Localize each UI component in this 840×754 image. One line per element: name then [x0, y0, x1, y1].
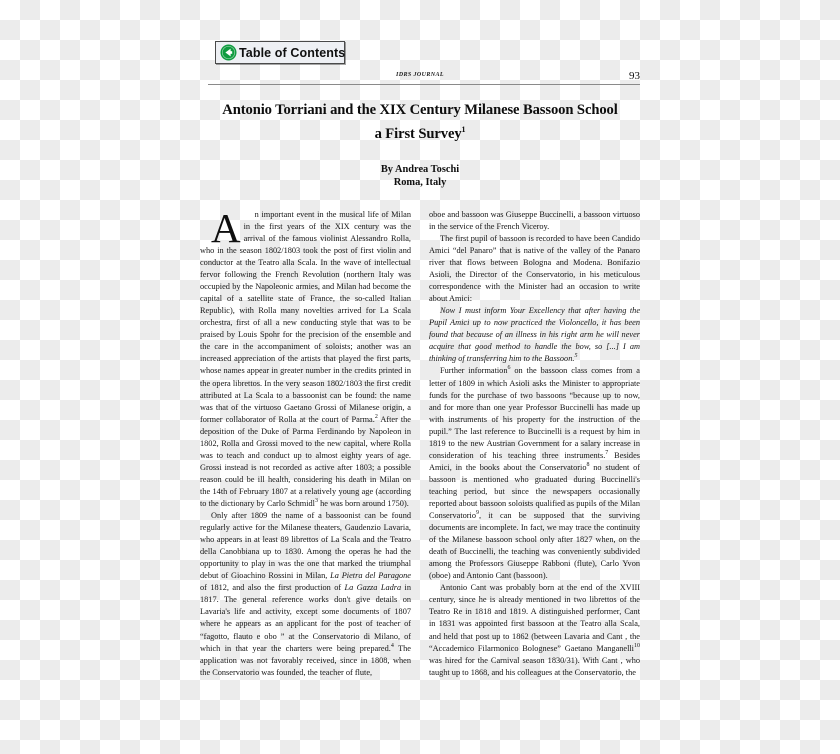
body-columns	[200, 209, 640, 743]
left-column	[200, 209, 411, 743]
right-column	[429, 209, 640, 743]
footnote-ref: 6	[507, 365, 511, 372]
title-footnote-marker: 1	[461, 125, 466, 134]
journal-name: IDRS JOURNAL	[396, 72, 444, 78]
footnote-ref: 9	[476, 510, 480, 517]
back-arrow-circle-icon	[220, 44, 237, 61]
author-location: Roma, Italy	[393, 177, 447, 189]
footnote-ref: 10	[634, 642, 640, 649]
blockquote-asioli: Now I must inform Your Excellency that after having the Pupil Amici up to now practiced the Violoncello, it has been found that because of an illness in his right arm he will never acquire that good method to handle the bow, so [...] I am thinking of transferring him to the Bassoon.$^5$	[429, 306, 640, 364]
table-of-contents-label: Table of Contents	[239, 45, 346, 60]
table-of-contents-button[interactable]	[215, 41, 345, 64]
paragraph-opening: A n important event in the musical life of Milan in the first years of the XIX century was the arrival of the famous violinist Alessandro Rolla, who in the season 1802/1803 took the post of first violin and conductor at the Teatro alla Scala. In the wave of intellectual fervor following the French Revolution (northern Italy was occupied by the Napoleonic armies, and Milan had become the capital of a satellite state of France, the so-called Italian Republic), with Rolla many novelties arrived for La Scala orchestra, first of all a new conducting style that was to be praised by Louis Spohr for the precision of the ensemble and the care in the accompaniment of soloists; another was an increased appreciation of the artists that played the first parts, whose names appear in greater number in the credits printed in the opera librettos. In the very season 1802/1803 the first credit attributed at La Scala to a bassoonist can be found: the name was that of the virtuoso Gaetano Grossi of Milanese origin, a former collaborator of Rolla at the court of Parma.$^2$ After the deposition of the Duke of Parma Ferdinando by Napoleon in 1802, Rolla and Grossi moved to the new capital, where Rolla was to teach and conduct up to almost eighty years of age. Grossi instead is not recorded as active after 1803; a possible reason could be ill health, considering his death in Milan on the 14th of February 1807 at a relatively young age (according to the dictionary by Carlo Schmidl$^3$ he was born around 1750).	[200, 208, 411, 508]
footnote-ref: 7	[605, 450, 609, 457]
paragraph-lavaria: Only after 1809 the name of a bassoonist can be found regularly active for the Milanese theaters, Gaudenzio Lavaria, who appears in at least 89 librettos of La Scala and the Teatro della Canobbiana up to 1830. Among the operas he had the opportunity to play in was the one that marked the triumphal debut of Gioachino Rossini in Milan, La Pietra del Paragone of 1812, and also the first production of La Gazza Ladra in 1817. The general reference works don't give details on Lavaria's life and activity, except some documents of 1807 where he appears as an applicant for the post of teacher of “fagotto, flauto e obo ” at the Conservatorio di Milano, of which in that year the charters were being prepared.$^4$ The application was not favorably received, since in 1808, when the Conservatorio was founded, the teacher of flute,	[200, 511, 411, 677]
footnote-ref: 2	[374, 413, 378, 420]
paragraph-bassoon-class: Further information$^6$ on the bassoon class comes from a letter of 1809 in which Asioli asks the Minister to appropriate funds for the purchase of two bassoons “because up to now, and for more than one year Professor Buccinelli has made up with instruments of his property for the instruction of the pupil.” The last reference to Buccinelli is a request by him in 1819 to the new Austrian Government for a salary increase in consideration of his teaching three instruments.$^7$ Besides Amici, in the books about the Conservatorio$^8$ no student of bassoon is mentioned who graduated during Buccinelli's teaching period, but since the newspapers occasionally reported about bassoon soloists qualified as pupils of the Milan Conservatorio$^9$, it can be supposed that the surviving documents are incomplete. In fact, we may trace the continuity of the Milanese bassoon school only after 1827 when, on the death of Buccinelli, the teaching was conveniently subdivided among the Professors Giuseppe Rabboni (flute), Carlo Yvon (oboe) and Antonio Cant (bassoon).	[429, 365, 640, 581]
page-number: 93	[629, 70, 640, 82]
title-block	[200, 101, 640, 144]
article-title-line-1: Antonio Torriani and the XIX Century Milanese Bassoon School	[222, 102, 618, 118]
footnote-ref: 8	[586, 462, 590, 469]
drop-cap: A	[211, 208, 241, 251]
paragraph-cantu: Antonio Cant was probably born at the end of the XVIII century, since he is already mentioned in two librettos of the Teatro Re in 1818 and 1819. A distinguished performer, Cant in 1831 was appointed first bassoon at the Teatro alla Scala, and held that post up to 1862 (between Lavaria and Cant , the “Accademico Filarmonico Bolognese” Gaetano Manganelli$^{10}$ was hired for the Carnival season 1830/31). With Cant , who taught up to 1868, and his colleagues at the Conservatorio, the	[429, 583, 640, 677]
paragraph-amici: The first pupil of bassoon is recorded to have been Candido Amici “del Panaro” that is native of the valley of the Panaro river that flows between Bologna and Modena. Bonifazio Asioli, the Director of the Conservatorio, in his meticulous correspondence with the Minister had an occasion to write about Amici:	[429, 233, 640, 304]
running-header	[200, 72, 640, 88]
footnote-ref: 3	[315, 498, 318, 505]
article-title-line-2: a First Survey$^1$	[374, 125, 466, 142]
footnote-ref: 4	[390, 642, 394, 649]
opera-title: La Gazza Ladra	[344, 583, 402, 593]
opera-title: La Pietra del Paragone	[330, 571, 411, 581]
header-rule	[208, 84, 640, 85]
author-name: By Andrea Toschi	[380, 163, 460, 175]
paragraph-buccinelli-continued: oboe and bassoon was Giuseppe Buccinelli, a bassoon virtuoso in the service of the French Viceroy.	[429, 209, 640, 231]
author-block	[200, 163, 640, 190]
document-page	[200, 72, 640, 732]
page-title	[200, 101, 640, 144]
footnote-ref: 5	[574, 353, 578, 360]
